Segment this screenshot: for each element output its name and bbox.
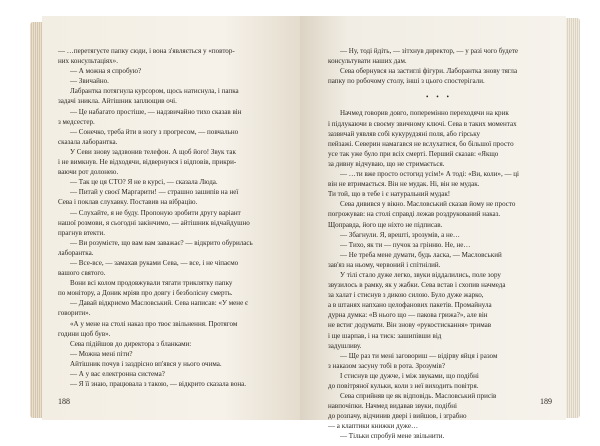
text-line: задачі зникла. Айтішник заплющив очі. [58, 97, 177, 106]
text-line: — Давай відкриємо Масловський. Сева написав: «У мене є [70, 299, 248, 308]
section-separator: • • • [426, 93, 452, 102]
text-line: по монітору, а Доник мріяв про довгу і безболісну смерть. [58, 289, 233, 298]
text-line: — Питай у своєї Маргарити! — страшно зашипів на неї [70, 188, 239, 197]
text-line: Сева підійшов до директора з бланками: [70, 339, 192, 348]
text-line: задушливу. [328, 341, 362, 350]
text-line: години щоб був». [58, 329, 111, 338]
text-line: з наказом засуну тобі в рота. Зрозумів? [328, 361, 445, 370]
text-line: них консультаціях». [58, 57, 118, 66]
text-line: Начмед говорив довго, поперемінно переходячи на крик [340, 109, 509, 118]
text-line: У тілі стало дуже легко, звуки віддалились, поле зору [340, 270, 501, 279]
page-edges-right [564, 18, 580, 418]
text-line: Щоправда, його ще ніхто не підписав. [328, 220, 443, 229]
text-line: — Все-все, — замахав руками Сева, — все, і не чіпаємо [70, 258, 239, 267]
text-line: він не втримається. Він не мудак. Ні, він не мудак. [328, 180, 480, 189]
text-line: — …перетягуєте папку сюди, і вона з'являється у «повтор- [58, 47, 235, 55]
text-line: — Сонечко, треба йти в ногу з прогресом, — повчально [70, 127, 239, 136]
text-line: усе так уже було при всіх смерті. Перший сказав: «Якщо [328, 149, 499, 158]
left-page-number: 188 [58, 397, 70, 406]
text-line: — Так це ця СТО? Я не в курсі, — сказала Люда. [70, 178, 218, 187]
text-line: зав'яз на ньому, червоний і спітнілий. [328, 260, 441, 269]
text-line: дурна думка: «В нього що — пакова грижа?», але він [328, 311, 488, 320]
text-line: зазвичай уявляв собі кукурудзяні поля, або гірську [328, 129, 481, 138]
left-page [42, 16, 300, 420]
text-line: консультувати наших дам. [328, 57, 407, 66]
text-line: «А у мене на столі наказ про твоє звільнення. Протягом [70, 319, 238, 328]
right-page-text [328, 46, 550, 442]
text-line: Вони всі колом продовжували тягати триклятку папку [70, 279, 233, 288]
text-line: Сева дивився у вікно. Масловський сказав йому не просто [340, 200, 516, 209]
text-line: — Це набагато простіше, — надзвичайно тихо сказав він [70, 107, 242, 116]
text-line: — Звичайно. [70, 77, 109, 86]
text-line: лаборантка. [58, 248, 94, 257]
text-line: вашого святого. [58, 269, 106, 278]
text-line: а в штанях напхано целофанових пакетів. Промайнула [328, 301, 492, 310]
text-line: і підлукаючи в своєму звичному ключі. Сева в таких моментах [328, 119, 517, 128]
text-line: до розпачу, відчинив двері і вийшов, і зграбно [328, 412, 467, 421]
right-page-number: 189 [540, 397, 552, 406]
text-line: — А можна я спробую? [70, 67, 142, 76]
text-line: — Ви розумієте, що вам вам заважає? — відкрито обурилась [70, 238, 253, 247]
text-line: нашої розмови, я сьогодні закінчимо, — айтішник відчайдушно [58, 218, 250, 227]
text-line: — Не треба мене думати, будь ласка, — Масловський [340, 250, 502, 259]
text-line: не встиг додумати. Він знову «рукостискання» тримав [328, 321, 492, 330]
text-line: Сева і поклав слухавку. Поставив на вібрацію. [58, 198, 198, 207]
text-line: пейзажі. Северин намагався не вслухатися, бо більшої просто [328, 139, 514, 148]
text-line: — Можна мені піти? [70, 349, 133, 358]
text-line: У Севи знову задзвонив телефон. А щоб його! Звук так [70, 147, 236, 156]
left-page-text [58, 46, 280, 389]
text-line: — Ще раз ти мені заговориш — відірву яйця і разом [340, 351, 498, 360]
text-line: — Ну, тоді йдіть, — зітхнув директор, — у разі чого будете [340, 47, 519, 55]
text-line: — А у вас електронна система? [70, 370, 165, 378]
text-line: Айтішник почув і заздрісно вп'явся у нього очима. [70, 359, 222, 368]
text-line: — Слухайте, я не буду. Пропоную зробити другу варіант [70, 208, 241, 217]
text-line: — Тихо, як ти — пучок за грінню. Не, не… [340, 240, 471, 249]
text-line: погрожував: на столі справді лежав роздрукований наказ. [328, 210, 501, 219]
text-line: Лабрантка потягнула курсором, щось натиснула, і папка [70, 87, 239, 96]
text-line: говорити». [58, 309, 91, 318]
text-line: Ти той, що в тебе і є натуральний мудак! [328, 190, 451, 199]
right-page [300, 16, 566, 441]
text-line: Сева обернувся на застиглі фігури. Лаборантка знову тягла [340, 67, 518, 76]
text-line: і ще шарпав, і на тиск: зашипівши від [328, 331, 442, 340]
text-line: за халат і стиснув з дикою силою. Було дуже жарко, [328, 291, 484, 300]
text-line: — …ти вже просто остогид усім!» А тоді: «Ви, коли», — ці [340, 170, 520, 179]
text-line: з медсестер. [58, 117, 95, 126]
text-line: І стиснув ще дужче, і між звуками, що подібні [340, 371, 479, 380]
text-line: ваючи рот долонею. [58, 168, 119, 177]
text-line: — Тільки спробуй мене звільнити. [340, 432, 445, 441]
text-line: і не вимкнув. Не відходячи, відвернувся і відповів, прикри- [58, 158, 237, 167]
text-line: навпочіпки. Начмед видавав звуки, подібні [328, 402, 457, 411]
open-book [30, 12, 580, 441]
text-line: прагнув втекти. [58, 228, 105, 237]
text-line: — а клаптики книжки дуже… [328, 422, 419, 431]
text-line: сказала лаборантка. [58, 137, 118, 146]
text-line: папку по робочому столу, інші з цього спостерігали. [328, 77, 485, 86]
text-line: звузилось в рамку, як у жабки. Сева встав і схопив начмеда [328, 281, 506, 290]
text-line: — Збагнули. Я, врешті, зрозумів, а не… [340, 230, 460, 239]
text-line: за дивну відчуваю, що не стримається. [328, 159, 445, 168]
text-line: Сева сприйняв це як відповідь. Масловський присів [340, 392, 497, 401]
text-line: до повітряної кульки, коли з неї виходить повітря. [328, 382, 479, 390]
text-line: — Я її знаю, працювала з такою, — відкрито сказала вона. [70, 380, 247, 389]
